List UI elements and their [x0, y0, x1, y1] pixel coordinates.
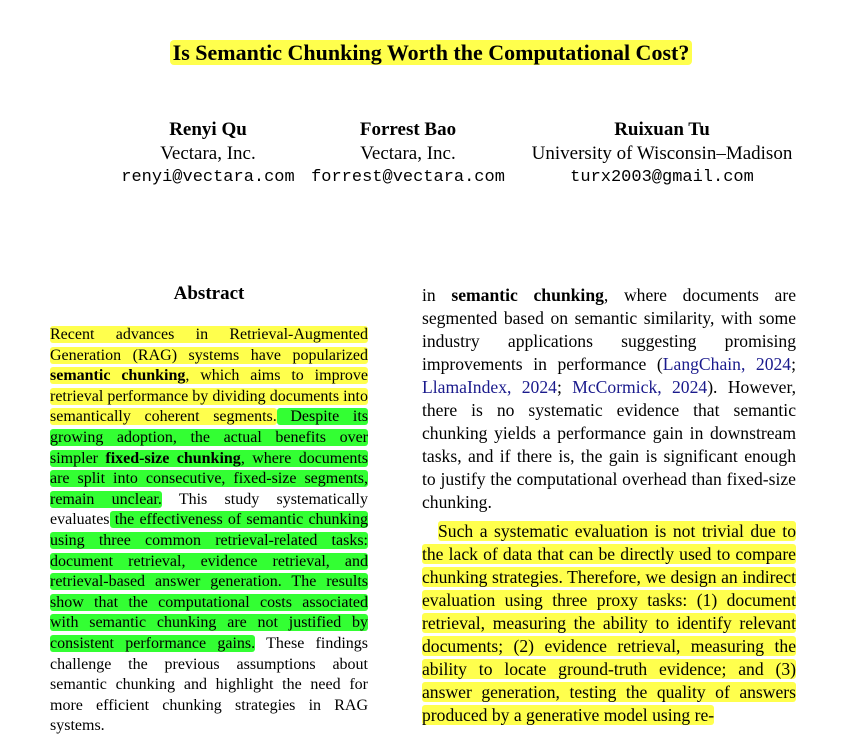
abstract-text: These findings challenge the previous assumptions about semantic chunking and highlight the need for more efficient chunking strategies in RAG systems.: [50, 634, 368, 735]
intro-text: , where documents are segmented based on semantic similarity, with some industry applications suggesting promising improvements in performance (: [422, 285, 796, 374]
highlight-green: the effectiveness of semantic chunking using three common retrieval-related tasks: document retrieval, evidence retrieval, and retrieval-based answer generation. The results show that the computational costs associated with semantic chunking are not justified by consistent performance gains.: [50, 511, 368, 652]
author-affiliation: University of Wisconsin–Madison: [531, 143, 793, 164]
abstract-paragraph: [50, 325, 368, 737]
abstract-text: Despite its growing adoption, the actual benefits over simpler: [50, 408, 368, 467]
author-name: Forrest Bao: [359, 119, 457, 140]
intro-bold-term: semantic chunking: [451, 285, 604, 305]
highlight-yellow: Such a systematic evaluation is not trivial due to the lack of data that can be directly used to compare chunking strategies. Therefore, we design an indirect evaluation using three proxy tasks: (1) document retrieval, measuring the ability to identify relevant documents; (2) evidence retrieval, measuring the ability to locate ground-truth evidence; and (3) answer generation, testing the quality of answers produced by a generative model using re-: [422, 521, 796, 725]
abstract-bold-term: semantic chunking: [50, 367, 186, 385]
author-name: Ruixuan Tu: [614, 119, 710, 140]
intro-paragraph-1: [422, 284, 796, 514]
intro-paragraph-2: [422, 520, 796, 727]
author-affiliation: Vectara, Inc.: [360, 143, 456, 164]
intro-text: ;: [791, 354, 796, 374]
abstract-text: This study systematically evaluates: [50, 490, 368, 529]
abstract-bold-term: fixed-size chunking: [105, 449, 241, 467]
abstract-text: , which aims to improve retrieval performance by dividing documents into semantically coherent segments.: [50, 367, 368, 426]
paper-title: [0, 38, 862, 68]
author-email: renyi@vectara.com: [121, 168, 295, 187]
author-email: forrest@vectara.com: [311, 168, 505, 187]
citation-link[interactable]: McCormick, 2024: [572, 377, 708, 397]
abstract-text: Recent advances in Retrieval-Augmented Generation (RAG) systems have popularized: [50, 326, 368, 364]
author-block-2: [268, 118, 548, 190]
citation-link[interactable]: LangChain, 2024: [662, 354, 792, 374]
intro-text: ). However, there is no systematic evidence that semantic chunking yields a performance gain in downstream tasks, and if there is, the gain is significant enough to justify the computational overhead than fixed-size chunking.: [422, 377, 796, 512]
abstract-body: [50, 325, 368, 737]
intro-text: in: [422, 285, 452, 305]
abstract-heading: Abstract: [173, 283, 245, 304]
author-name: Renyi Qu: [169, 119, 247, 140]
abstract-text: , where documents are split into consecutive, fixed-size segments, remain unclear.: [50, 449, 369, 508]
intro-text: ;: [556, 377, 573, 397]
author-block-3: [512, 118, 812, 190]
citation-link[interactable]: LlamaIndex, 2024: [422, 377, 557, 397]
paper-title-text: Is Semantic Chunking Worth the Computational Cost?: [170, 40, 693, 65]
author-email: turx2003@gmail.com: [570, 168, 754, 187]
author-affiliation: Vectara, Inc.: [160, 143, 256, 164]
introduction-body: [422, 284, 796, 727]
